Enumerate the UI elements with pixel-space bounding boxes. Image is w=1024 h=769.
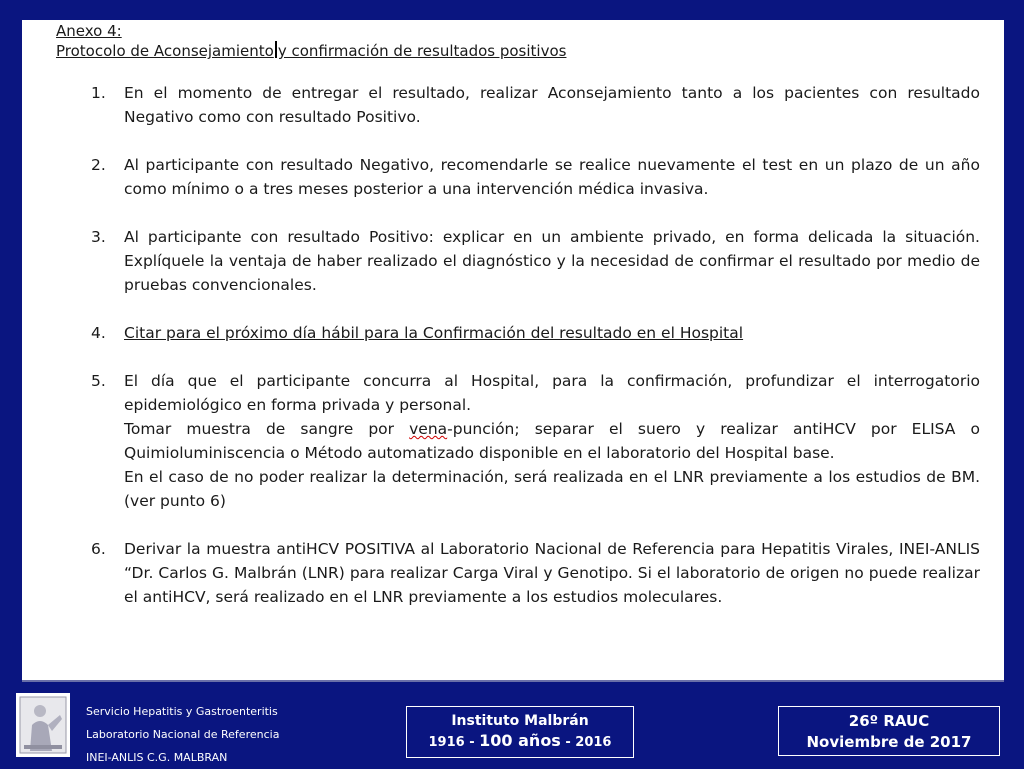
institute-box xyxy=(406,706,634,758)
list-item xyxy=(56,537,980,609)
list-item xyxy=(56,321,980,345)
years-centennial: 100 años xyxy=(479,731,561,750)
event-date: Noviembre de 2017 xyxy=(806,733,972,751)
item-paragraph-text: -punción; separar el suero y realizar antiHCV por ELISA o Quimioluminiscencia o Método automatizado disponible en el laboratorio del Hospital base. xyxy=(124,420,980,462)
institute-seal-icon xyxy=(16,693,70,757)
text-cursor xyxy=(275,41,277,58)
title-part-1: Protocolo de Aconsejamiento xyxy=(56,42,274,60)
item-text: Al participante con resultado Negativo, recomendarle se realice nuevamente el test en un plazo de un año como mínimo o a tres meses posterior a una intervención médica invasiva. xyxy=(124,156,980,198)
item-number: 3. xyxy=(91,228,106,246)
list-item xyxy=(56,153,980,201)
years-start: 1916 - xyxy=(428,735,480,750)
institute-years xyxy=(407,731,633,750)
title-part-2: y confirmación de resultados positivos xyxy=(277,42,567,60)
event-box xyxy=(778,706,1000,756)
item-text: Derivar la muestra antiHCV POSITIVA al Laboratorio Nacional de Referencia para Hepatitis Virales, INEI-ANLIS “Dr. Carlos G. Malbrán (LNR) para realizar Carga Viral y Genotipo. Si el laboratorio de origen no puede realizar el antiHCV, será realizado en el LNR previamente a los estudios moleculares. xyxy=(124,540,980,606)
institute-name: Instituto Malbrán xyxy=(451,713,589,729)
annex-heading: Anexo 4: xyxy=(56,22,122,40)
item-text: Al participante con resultado Positivo: explicar en un ambiente privado, en forma delicada la situación. Explíquele la ventaja de haber realizado el diagnóstico y la necesidad de confirmar el resultado por medio de pruebas convencionales. xyxy=(124,228,980,294)
item-number: 1. xyxy=(91,84,106,102)
event-name: 26º RAUC xyxy=(848,712,930,730)
document-page xyxy=(22,20,1004,682)
footer-line: Laboratorio Nacional de Referencia xyxy=(86,728,280,741)
years-end: - 2016 xyxy=(560,735,612,750)
spellcheck-word: vena xyxy=(409,420,448,438)
footer-line: INEI-ANLIS C.G. MALBRAN xyxy=(86,751,228,764)
item-paragraph: En el caso de no poder realizar la determinación, será realizada en el LNR previamente a los estudios de BM.(ver punto 6) xyxy=(124,468,980,510)
item-paragraph xyxy=(124,417,980,465)
item-number: 5. xyxy=(91,372,106,390)
footer-line: Servicio Hepatitis y Gastroenteritis xyxy=(86,705,278,718)
item-number: 4. xyxy=(91,324,106,342)
item-text: Citar para el próximo día hábil para la Confirmación del resultado en el Hospital xyxy=(124,324,744,342)
document-title xyxy=(56,41,980,61)
item-number: 6. xyxy=(91,540,106,558)
item-text: El día que el participante concurra al Hospital, para la confirmación, profundizar el interrogatorio epidemiológico en forma privada y personal. xyxy=(124,372,980,414)
document-content xyxy=(56,22,980,633)
item-number: 2. xyxy=(91,156,106,174)
list-item xyxy=(56,81,980,129)
item-paragraph-text: Tomar muestra de sangre por xyxy=(124,420,410,438)
list-item xyxy=(56,225,980,297)
footer-affiliation xyxy=(86,700,279,769)
item-text: En el momento de entregar el resultado, realizar Aconsejamiento tanto a los pacientes con resultado Negativo como con resultado Positivo. xyxy=(124,84,980,126)
seal-graphic xyxy=(18,695,68,755)
list-item xyxy=(56,369,980,513)
